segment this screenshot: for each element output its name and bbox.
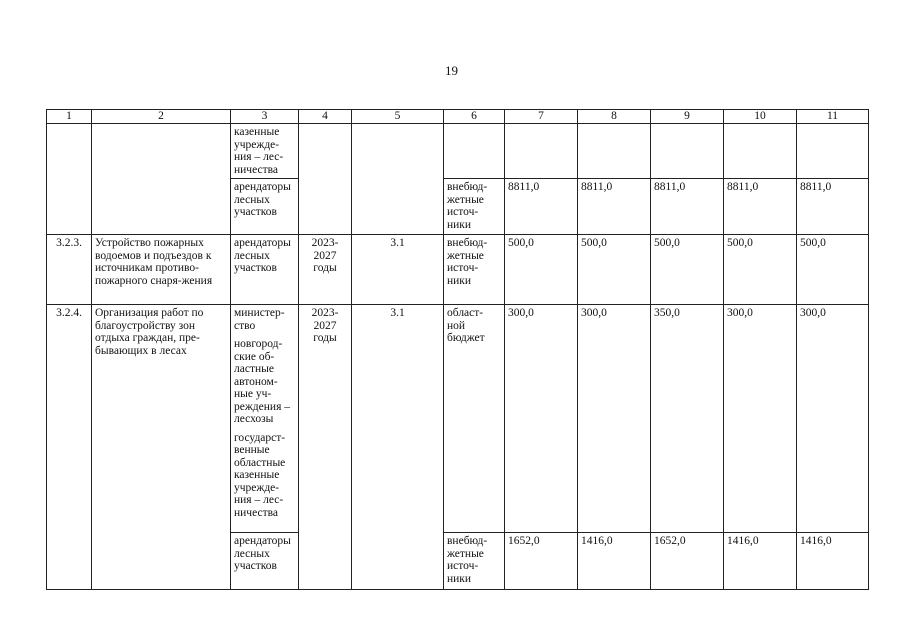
value-cell: 1416,0 (578, 533, 651, 590)
value-cell (505, 124, 578, 179)
source-cell (444, 124, 505, 179)
executor-part: новгород-ские об-ластные автоном-ные уч-реждения – лесхозы (234, 338, 290, 425)
num-cell: 3.2.4. (47, 305, 92, 590)
column-header: 10 (724, 110, 797, 124)
value-cell: 8811,0 (578, 179, 651, 235)
value-cell: 300,0 (797, 305, 869, 533)
value-cell: 8811,0 (651, 179, 724, 235)
executor-cell: арендаторы лесных участков (231, 533, 299, 590)
period-cell (299, 124, 352, 235)
value-cell: 8811,0 (505, 179, 578, 235)
task-cell: 3.1 (352, 305, 444, 590)
executor-part: министер-ство (234, 307, 285, 332)
value-cell: 8811,0 (724, 179, 797, 235)
header-row (47, 110, 869, 124)
num-cell (47, 124, 92, 235)
value-cell (797, 124, 869, 179)
value-cell: 300,0 (724, 305, 797, 533)
source-cell: внебюд-жетные источ-ники (444, 533, 505, 590)
value-cell (651, 124, 724, 179)
table-row (47, 124, 869, 179)
task-cell: 3.1 (352, 235, 444, 305)
value-cell: 1416,0 (797, 533, 869, 590)
name-cell (92, 124, 231, 235)
name-cell: Организация работ по благоустройству зон отдыха граждан, пре-бывающих в лесах (92, 305, 231, 590)
value-cell: 500,0 (578, 235, 651, 305)
name-cell: Устройство пожарных водоемов и подъездов к источникам противо-пожарного снаря-жения (92, 235, 231, 305)
value-cell: 8811,0 (797, 179, 869, 235)
column-header: 11 (797, 110, 869, 124)
value-cell: 1416,0 (724, 533, 797, 590)
column-header: 5 (352, 110, 444, 124)
table-row (47, 235, 869, 305)
value-cell: 1652,0 (651, 533, 724, 590)
table-row (47, 305, 869, 533)
value-cell: 500,0 (724, 235, 797, 305)
column-header: 1 (47, 110, 92, 124)
source-cell: област-ной бюджет (444, 305, 505, 533)
value-cell (724, 124, 797, 179)
value-cell: 500,0 (651, 235, 724, 305)
executor-cell: арендаторы лесных участков (231, 179, 299, 235)
page-number: 19 (445, 63, 458, 78)
task-cell (352, 124, 444, 235)
value-cell: 500,0 (797, 235, 869, 305)
source-cell: внебюд-жетные источ-ники (444, 235, 505, 305)
column-header: 2 (92, 110, 231, 124)
column-header: 6 (444, 110, 505, 124)
value-cell (578, 124, 651, 179)
column-header: 4 (299, 110, 352, 124)
column-header: 9 (651, 110, 724, 124)
value-cell: 300,0 (578, 305, 651, 533)
program-table (46, 109, 869, 590)
period-cell: 2023-2027 годы (299, 305, 352, 590)
executor-part: государст-венные областные казенные учрежде-ния – лес-ничества (234, 431, 286, 519)
column-header: 8 (578, 110, 651, 124)
value-cell: 1652,0 (505, 533, 578, 590)
column-header: 3 (231, 110, 299, 124)
column-header: 7 (505, 110, 578, 124)
executor-cell: арендаторы лесных участков (231, 235, 299, 305)
executor-cell (231, 305, 299, 533)
value-cell: 350,0 (651, 305, 724, 533)
period-cell: 2023-2027 годы (299, 235, 352, 305)
source-cell: внебюд-жетные источ-ники (444, 179, 505, 235)
executor-cell: казенные учрежде-ния – лес-ничества (231, 124, 299, 179)
num-cell: 3.2.3. (47, 235, 92, 305)
value-cell: 500,0 (505, 235, 578, 305)
value-cell: 300,0 (505, 305, 578, 533)
